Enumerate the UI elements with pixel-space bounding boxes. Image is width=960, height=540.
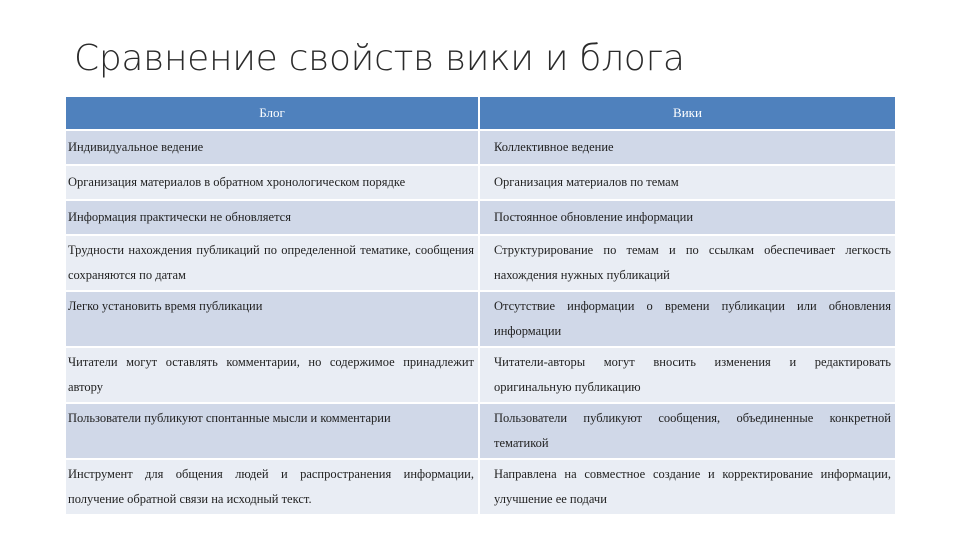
wiki-cell: Организация материалов по темам [480,166,895,201]
wiki-cell: Коллективное ведение [480,131,895,166]
comparison-table [66,97,895,516]
table-header-row [66,97,895,131]
column-header-blog: Блог [66,97,480,131]
slide-title: Сравнение свойств вики и блога [74,38,685,79]
wiki-cell: Отсутствие информации о времени публикации или обновления информации [480,292,895,348]
blog-cell: Инструмент для общения людей и распространения информации, получение обратной связи на исходный текст. [66,460,480,516]
wiki-cell: Читатели-авторы могут вносить изменения и редактировать оригинальную публикацию [480,348,895,404]
table-row [66,166,895,201]
blog-cell: Читатели могут оставлять комментарии, но содержимое принадлежит автору [66,348,480,404]
blog-cell: Легко установить время публикации [66,292,480,348]
blog-cell: Информация практически не обновляется [66,201,480,236]
table-row [66,348,895,404]
wiki-cell: Структурирование по темам и по ссылкам обеспечивает легкость нахождения нужных публикаций [480,236,895,292]
wiki-cell: Пользователи публикуют сообщения, объединенные конкретной тематикой [480,404,895,460]
blog-cell: Пользователи публикуют спонтанные мысли и комментарии [66,404,480,460]
blog-cell: Трудности нахождения публикаций по определенной тематике, сообщения сохраняются по датам [66,236,480,292]
table-row [66,236,895,292]
table-row [66,131,895,166]
wiki-cell: Направлена на совместное создание и корректирование информации, улучшение ее подачи [480,460,895,516]
table-row [66,404,895,460]
blog-cell: Организация материалов в обратном хронологическом порядке [66,166,480,201]
wiki-cell: Постоянное обновление информации [480,201,895,236]
blog-cell: Индивидуальное ведение [66,131,480,166]
table-row [66,292,895,348]
column-header-wiki: Вики [480,97,895,131]
table-row [66,460,895,516]
table-row [66,201,895,236]
